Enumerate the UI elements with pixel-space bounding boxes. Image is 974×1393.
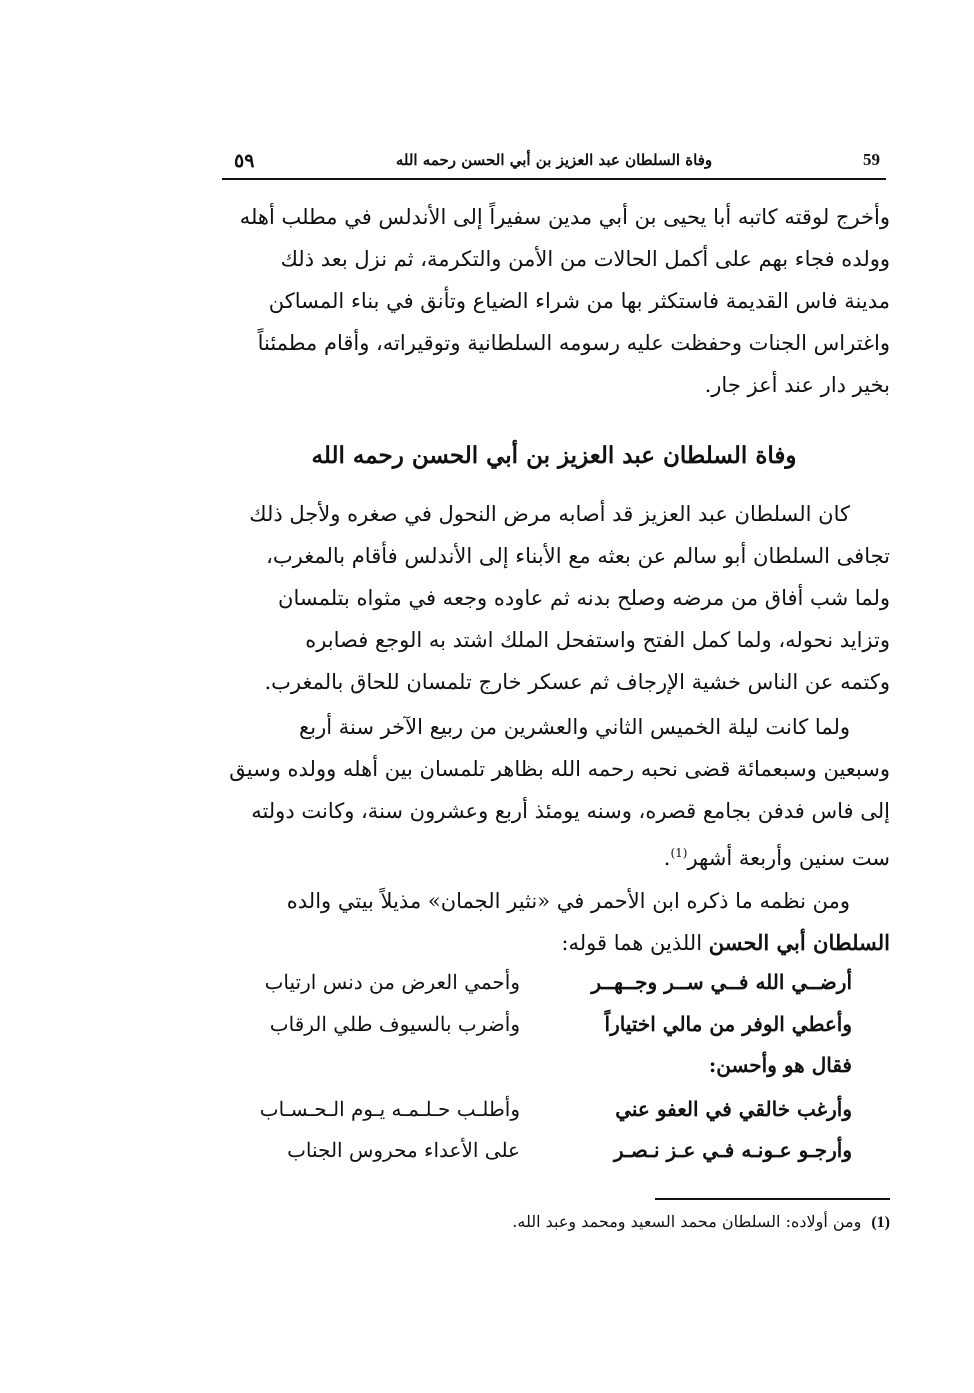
header-rule	[222, 178, 886, 180]
footnote	[218, 1212, 890, 1232]
verse-first-hemistich: وأعطي الوفر من مالي اختياراً	[604, 1012, 852, 1036]
text-fragment: ست سنين وأربعة أشهر	[687, 846, 890, 870]
text-line	[218, 922, 890, 964]
text-fragment: اللذين هما قوله:	[561, 931, 709, 955]
verse-line	[218, 970, 890, 1010]
verse-first-hemistich: وأرغب خالقي في العفو عني	[615, 1097, 852, 1121]
verse-second-hemistich: وأطلـب حـلـمـه يـوم الـحـسـاب	[259, 1097, 520, 1121]
father-name: السلطان أبي الحسن	[708, 930, 890, 955]
intro-paragraph	[218, 196, 890, 406]
footnote-text: ومن أولاده: السلطان محمد السعيد ومحمد وعبد الله.	[512, 1212, 862, 1231]
reply-label: فقال هو وأحسن:	[708, 1053, 852, 1077]
body-paragraph-2	[218, 706, 890, 879]
text-line: واغتراس الجنات وحفظت عليه رسومه السلطانية وتوقيراته، وأقام مطمئناً	[257, 331, 890, 355]
text-line: ولما كانت ليلة الخميس الثاني والعشرين من ربيع الآخر سنة أربع	[299, 715, 850, 739]
body-paragraph-1	[218, 493, 890, 703]
text-line: بخير دار عند أعز جار.	[704, 373, 890, 397]
verse-line	[218, 1012, 890, 1052]
text-line: ست سنين وأربعة أشهر$^{(1)}$.	[663, 846, 890, 870]
footnote-rule	[655, 1198, 890, 1200]
reply-label-row	[218, 1053, 890, 1093]
section-heading: وفاة السلطان عبد العزيز بن أبي الحسن رحمه الله	[311, 442, 797, 469]
text-line: مدينة فاس القديمة فاستكثر بها من شراء الضياع وتأنق في بناء المساكن	[268, 289, 890, 313]
text-line: وأخرج لوقته كاتبه أبا يحيى بن أبي مدين سفيراً إلى الأندلس في مطلب أهله	[239, 205, 890, 229]
page-number-arabic: ٥٩	[234, 150, 255, 172]
footnote-reference: (1)	[670, 846, 688, 860]
verse-first-hemistich: وأرجـو عـونـه فـي عـز نـصـر	[613, 1138, 852, 1162]
verse-second-hemistich: على الأعداء محروس الجناب	[287, 1138, 520, 1162]
verse-line	[218, 1097, 890, 1137]
text-line: ومن نظمه ما ذكره ابن الأحمر في «نثير الجمان» مذيلاً بيتي والده	[286, 889, 850, 913]
footnote-mark: (1)	[871, 1214, 890, 1231]
text-line: وولده فجاء بهم على أكمل الحالات من الأمن والتكرمة، ثم نزل بعد ذلك	[280, 247, 890, 271]
verse-line	[218, 1138, 890, 1178]
text-line: وتزايد نحوله، ولما كمل الفتح واستفحل الملك اشتد به الوجع فصابره	[305, 628, 890, 652]
verse-second-hemistich: وأضرب بالسيوف طلي الرقاب	[269, 1012, 520, 1036]
text-line: وكتمه عن الناس خشية الإرجاف ثم عسكر خارج تلمسان للحاق بالمغرب.	[264, 670, 890, 694]
verse-second-hemistich: وأحمي العرض من دنس ارتياب	[264, 970, 520, 994]
running-header	[220, 150, 888, 180]
text-line: إلى فاس فدفن بجامع قصره، وسنه يومئذ أربع وعشرون سنة، وكانت دولته	[251, 799, 890, 823]
text-line: كان السلطان عبد العزيز قد أصابه مرض النحول في صغره ولأجل ذلك	[249, 502, 850, 526]
running-title: وفاة السلطان عبد العزيز بن أبي الحسن رحمه الله	[395, 151, 713, 169]
verse-first-hemistich: أرضــي الله فــي ســر وجــهــر	[591, 970, 852, 994]
page-number-latin: 59	[863, 150, 880, 169]
text-line: ولما شب أفاق من مرضه وصلح بدنه ثم عاوده وجعه في مثواه بتلمسان	[278, 586, 890, 610]
body-paragraph-3	[218, 880, 890, 964]
text-line: وسبعين وسبعمائة قضى نحبه رحمه الله بظاهر تلمسان بين أهله وولده وسيق	[229, 757, 890, 781]
text-line: تجافى السلطان أبو سالم عن بعثه مع الأبناء إلى الأندلس فأقام بالمغرب،	[266, 544, 890, 568]
